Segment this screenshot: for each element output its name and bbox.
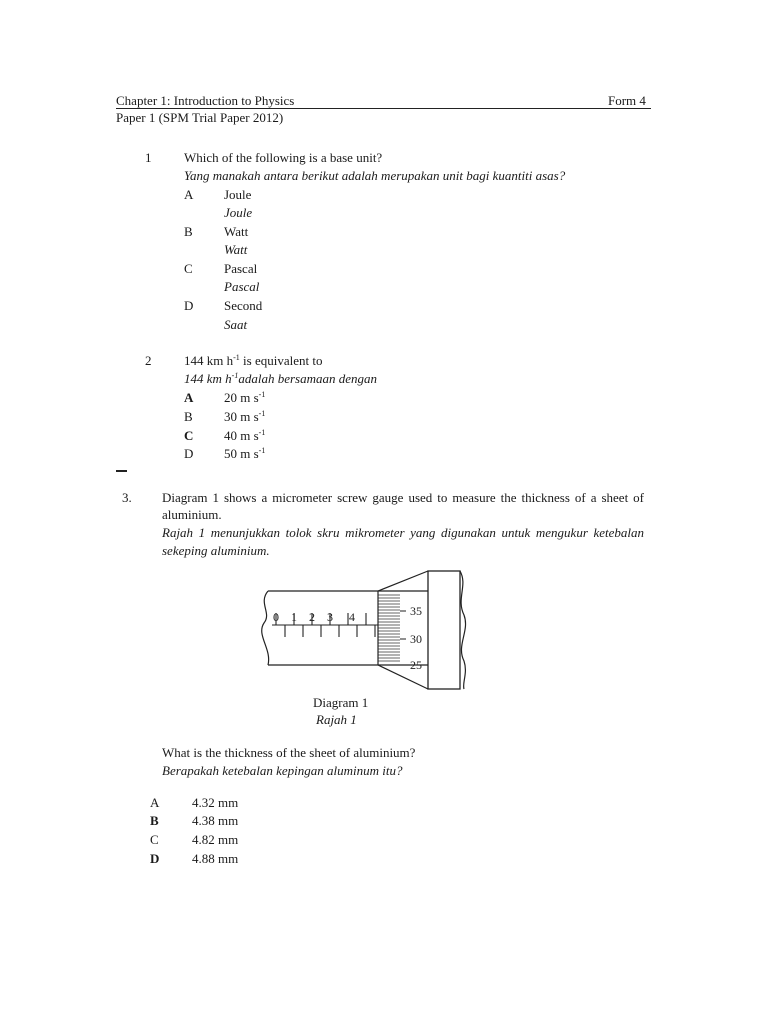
option-text: 4.38 mm [192,813,239,828]
option-text: 20 m $s^{-1}$ [224,390,266,405]
option-letter: C [184,428,194,443]
option-text-ms: Saat [224,317,248,332]
question-text-ms: Rajah 1 menunjukkan tolok skru mikrometer yang digunakan untuk mengukur ketebalan [162,525,644,540]
question-text-en: Which of the following is a base unit? [184,150,383,165]
option-letter: B [184,409,193,424]
question-number: 1 [145,150,152,165]
question-text-ms: Yang manakah antara berikut adalah merupakan unit bagi kuantiti asas? [184,168,566,183]
question-text-en-cont: aluminium. [162,507,222,522]
option-text-en: Joule [224,187,252,202]
option-text-en: Second [224,298,263,313]
question-prompt-ms: Berapakah ketebalan kepingan aluminum itu? [162,763,403,778]
option-letter: D [184,298,194,313]
option-letter: D [150,851,160,866]
question-text-ms-cont: sekeping aluminium. [162,543,270,558]
thimble-label: 25 [410,658,422,672]
diagram-caption-en: Diagram 1 [313,695,369,710]
question-text-ms: 144 km $h^{-1}adalah$ bersamaan dengan [184,371,378,386]
question-number: 3. [122,490,132,505]
option-text: 4.32 mm [192,795,239,810]
question-number: 2 [145,353,152,368]
ratchet-body [428,571,460,689]
option-text: 4.82 mm [192,832,239,847]
sleeve-label: 2 [309,610,315,624]
thimble-label: 30 [410,632,422,646]
option-letter: D [184,446,194,461]
frame-break-line [262,591,269,665]
option-letter: C [150,832,159,847]
sleeve-label: 4 [349,610,355,624]
question-text-en: 144 km $h^{-1}$ is equivalent to [184,353,323,368]
option-letter: B [150,813,159,828]
option-text-ms: Pascal [224,279,260,294]
sleeve-label: 0 [273,610,279,624]
thimble-label: 35 [410,604,422,618]
micrometer-diagram [250,565,490,695]
paper-title: Paper 1 (SPM Trial Paper 2012) [116,110,284,125]
option-letter: C [184,261,193,276]
option-letter: A [184,187,194,202]
option-text: 30 m $s^{-1}$ [224,409,266,424]
thimble-taper-top [378,571,428,591]
header-rule [116,108,651,109]
option-letter: A [184,390,194,405]
option-text-en: Pascal [224,261,258,276]
question-prompt-en: What is the thickness of the sheet of aluminium? [162,745,416,760]
sleeve-label: 3 [327,610,333,624]
option-text: 4.88 mm [192,851,239,866]
sleeve-label: 1 [291,610,297,624]
thimble-knurl [378,595,400,661]
section-dash [116,470,127,472]
ratchet-break-line [460,571,466,689]
option-text: 40 m $s^{-1}$ [224,428,266,443]
option-letter: B [184,224,193,239]
option-text: 50 m $s^{-1}$ [224,446,266,461]
option-text-ms: Joule [224,205,253,220]
option-text-en: Watt [224,224,249,239]
form-label: Form 4 [608,93,646,108]
option-text-ms: Watt [224,242,248,257]
chapter-title: Chapter 1: Introduction to Physics [116,93,295,108]
diagram-caption-ms: Rajah 1 [316,712,357,727]
question-text-en: Diagram 1 shows a micrometer screw gauge used to measure the thickness of a sheet of [162,490,644,505]
option-letter: A [150,795,160,810]
